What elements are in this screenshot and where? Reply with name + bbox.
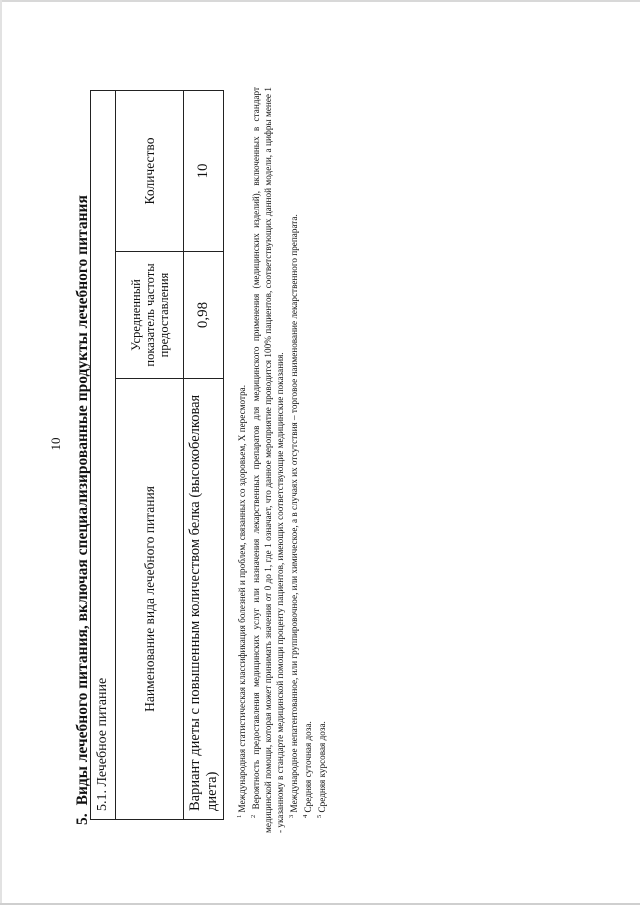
footnote-text: Международная статистическая классификация болезней и проблем, связанных со здоровьем, X пересмотра. (237, 384, 248, 813)
header-quantity: Количество (116, 90, 184, 251)
header-frequency: Усредненный показатель частоты предоставления (116, 252, 184, 379)
footnote-mark: 5 (316, 814, 324, 818)
footnote-text: Средняя курсовая доза. (317, 721, 328, 813)
footnote-text: Средняя суточная доза. (303, 721, 314, 813)
footnote-mark: 2 (250, 814, 258, 818)
nutrition-table (90, 90, 224, 820)
footnote-text: Вероятность предоставления медицинских услуг или назначения лекарственных препаратов для медицинского применения (медицинских изделий), включенных в стандарт медицинской помощи, которая может принимать значения от 0 до 1, где 1 означает, что данное мероприятие проводится 100% пациентов, соответствующих данной модели, а цифры менее 1 - указанному в стандарте медицинской помощи проценту пациентов, имеющих соответствующие медицинские показания. (251, 86, 286, 833)
footnote-text: Международное непатентованное, или группировочное, или химическое, а в случаях их отсутствия – торговое наименование лекарственного препарата. (289, 214, 300, 813)
header-name: Наименование вида лечебного питания (116, 379, 184, 820)
footnote-4 (300, 87, 314, 833)
footnote-mark: 4 (302, 814, 310, 818)
footnote-5 (314, 87, 328, 833)
page-number: 10 (48, 437, 63, 451)
footnotes (234, 87, 328, 833)
footnote-3 (286, 87, 300, 833)
footnote-mark: 1 (236, 814, 243, 818)
cell-quantity: 10 (184, 90, 224, 251)
section-number: 5. (74, 813, 91, 825)
footnote-mark: 3 (288, 814, 296, 818)
section-title: Виды лечебного питания, включая специализированные продукты лечебного питания (74, 195, 91, 806)
subsection-title: 5.1. Лечебное питание (91, 90, 116, 819)
footnote-1 (234, 87, 248, 833)
footnote-2 (248, 87, 286, 833)
table-row (184, 90, 224, 819)
cell-frequency: 0,98 (184, 252, 224, 379)
table-header-row (116, 90, 184, 819)
subsection-row (91, 90, 116, 819)
cell-diet-name: Вариант диеты с повышенным количеством белка (высокобелковая диета) (184, 379, 224, 820)
